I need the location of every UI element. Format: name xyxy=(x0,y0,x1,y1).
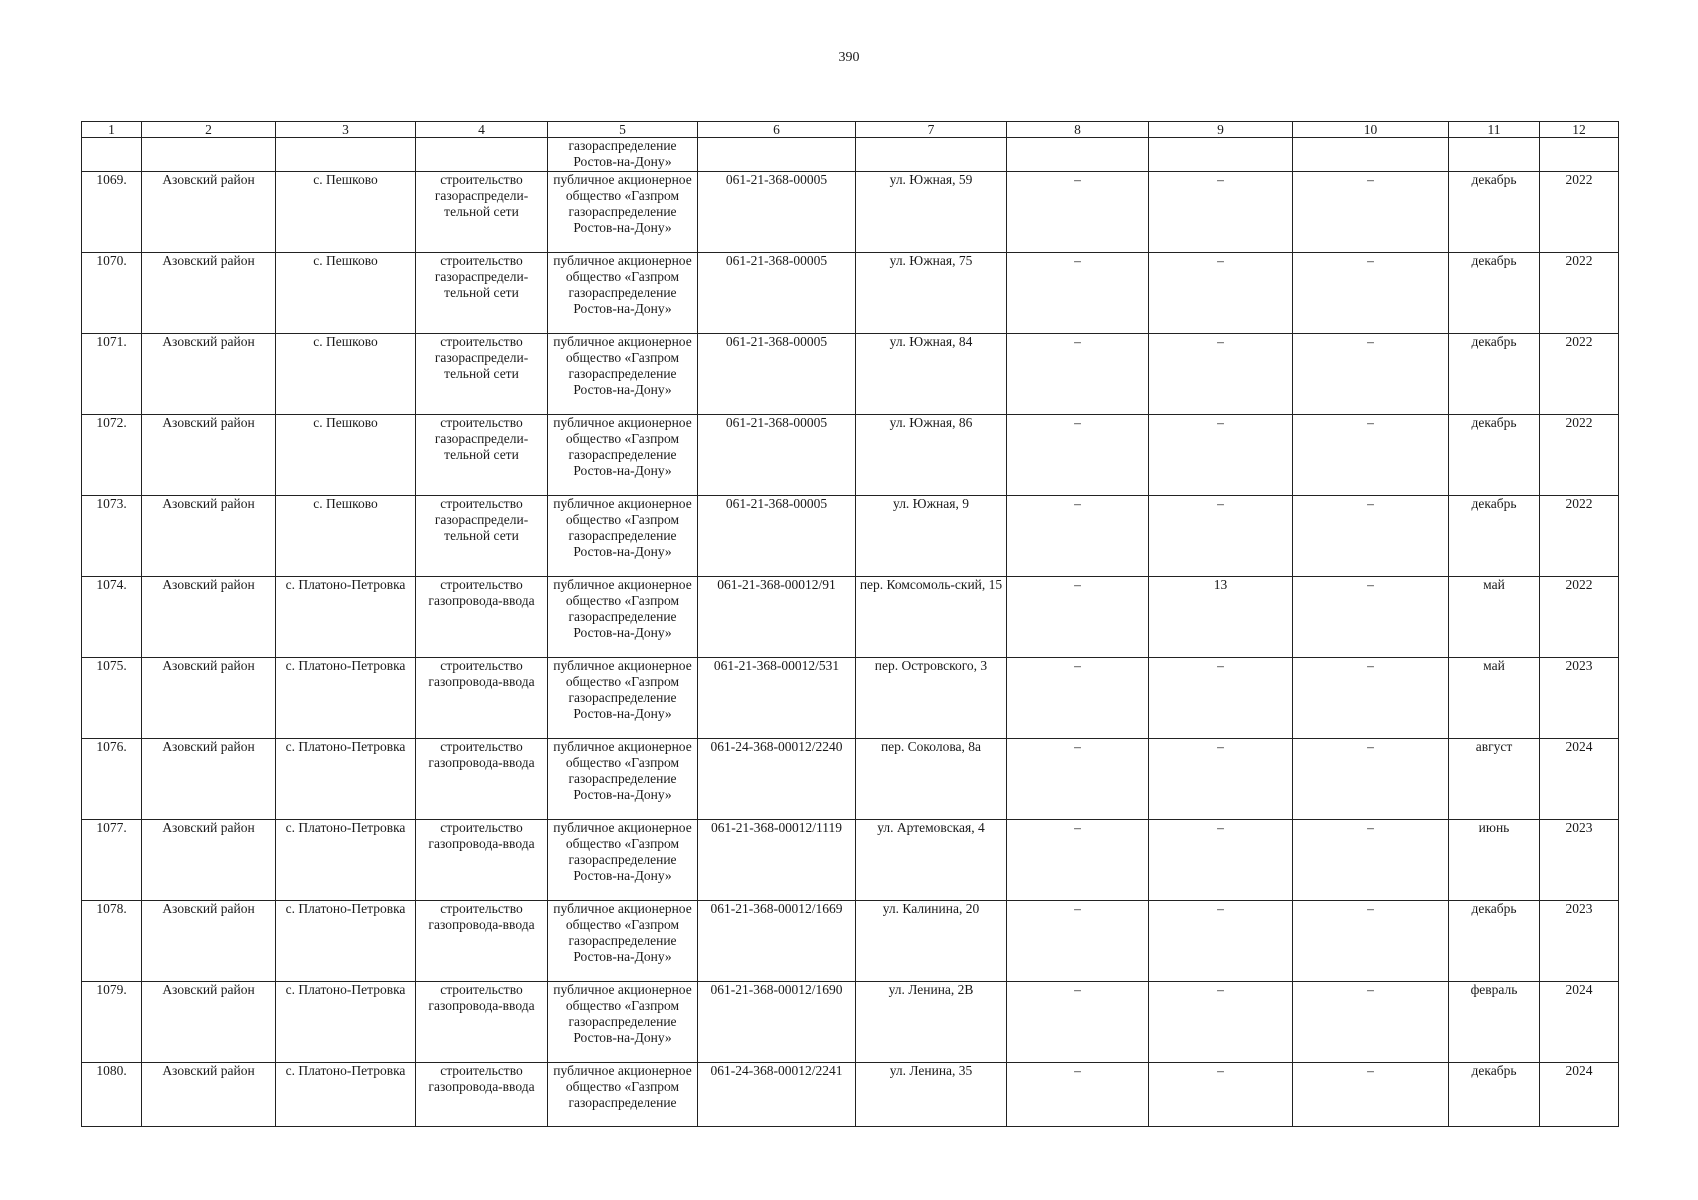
header-cell: 11 xyxy=(1449,122,1540,138)
cell-locality: с. Пешково xyxy=(276,333,416,414)
cell-col10 xyxy=(1293,138,1449,172)
cell-number: 1070. xyxy=(82,252,142,333)
cell-year: 2024 xyxy=(1540,1062,1619,1126)
cell-organization: публичное акционерное общество «Газпром газораспределение Ростов-на-Дону» xyxy=(548,900,698,981)
cell-district: Азовский район xyxy=(142,900,276,981)
cell-code: 061-21-368-00005 xyxy=(698,252,856,333)
table-row xyxy=(82,576,1619,657)
cell-col8: – xyxy=(1007,252,1149,333)
cell-address: пер. Соколова, 8а xyxy=(856,738,1007,819)
cell-locality: с. Платоно-Петровка xyxy=(276,738,416,819)
cell-col9: – xyxy=(1149,981,1293,1062)
cell-locality: с. Пешково xyxy=(276,414,416,495)
cell-col10: – xyxy=(1293,252,1449,333)
cell-locality: с. Платоно-Петровка xyxy=(276,657,416,738)
cell-organization: публичное акционерное общество «Газпром газораспределение Ростов-на-Дону» xyxy=(548,252,698,333)
cell-address: ул. Южная, 84 xyxy=(856,333,1007,414)
cell-work: строительство газопровода-ввода xyxy=(416,900,548,981)
cell-organization: публичное акционерное общество «Газпром газораспределение Ростов-на-Дону» xyxy=(548,657,698,738)
cell-month: февраль xyxy=(1449,981,1540,1062)
cell-locality: с. Платоно-Петровка xyxy=(276,900,416,981)
cell-organization: публичное акционерное общество «Газпром газораспределение Ростов-на-Дону» xyxy=(548,414,698,495)
cell-address: ул. Южная, 86 xyxy=(856,414,1007,495)
header-row xyxy=(82,122,1619,138)
registry-table xyxy=(81,121,1619,1127)
cell-year: 2022 xyxy=(1540,252,1619,333)
cell-col9: – xyxy=(1149,495,1293,576)
cell-col10: – xyxy=(1293,171,1449,252)
table-row xyxy=(82,1062,1619,1126)
table-row xyxy=(82,333,1619,414)
cell-col9: 13 xyxy=(1149,576,1293,657)
cell-number: 1076. xyxy=(82,738,142,819)
cell-organization: публичное акционерное общество «Газпром газораспределение Ростов-на-Дону» xyxy=(548,333,698,414)
cell-code: 061-21-368-00005 xyxy=(698,495,856,576)
cell-code: 061-24-368-00012/2241 xyxy=(698,1062,856,1126)
cell-organization: публичное акционерное общество «Газпром газораспределение Ростов-на-Дону» xyxy=(548,171,698,252)
cell-year: 2024 xyxy=(1540,738,1619,819)
cell-year: 2022 xyxy=(1540,495,1619,576)
cell-col8: – xyxy=(1007,333,1149,414)
cell-district: Азовский район xyxy=(142,171,276,252)
cell-col9: – xyxy=(1149,171,1293,252)
cell-code: 061-21-368-00012/531 xyxy=(698,657,856,738)
table-row xyxy=(82,495,1619,576)
cell-year: 2022 xyxy=(1540,333,1619,414)
cell-district: Азовский район xyxy=(142,414,276,495)
cell-work: строительство газопровода-ввода xyxy=(416,657,548,738)
cell-col8: – xyxy=(1007,657,1149,738)
cell-col8: – xyxy=(1007,1062,1149,1126)
table-row xyxy=(82,171,1619,252)
cell-number: 1073. xyxy=(82,495,142,576)
table-row xyxy=(82,414,1619,495)
cell-organization: газораспределение Ростов-на-Дону» xyxy=(548,138,698,172)
cell-code: 061-21-368-00005 xyxy=(698,414,856,495)
header-cell: 7 xyxy=(856,122,1007,138)
cell-year xyxy=(1540,138,1619,172)
cell-organization: публичное акционерное общество «Газпром газораспределение Ростов-на-Дону» xyxy=(548,819,698,900)
header-cell: 4 xyxy=(416,122,548,138)
cell-col9: – xyxy=(1149,900,1293,981)
cell-address: пер. Островского, 3 xyxy=(856,657,1007,738)
table-row xyxy=(82,657,1619,738)
cell-address: ул. Южная, 75 xyxy=(856,252,1007,333)
cell-col9: – xyxy=(1149,657,1293,738)
cell-work xyxy=(416,138,548,172)
cell-year: 2023 xyxy=(1540,819,1619,900)
cell-number: 1074. xyxy=(82,576,142,657)
cell-col8: – xyxy=(1007,819,1149,900)
header-cell: 6 xyxy=(698,122,856,138)
header-cell: 10 xyxy=(1293,122,1449,138)
header-cell: 3 xyxy=(276,122,416,138)
cell-col9: – xyxy=(1149,1062,1293,1126)
cell-col9: – xyxy=(1149,738,1293,819)
cell-locality: с. Пешково xyxy=(276,171,416,252)
cell-locality xyxy=(276,138,416,172)
cell-locality: с. Платоно-Петровка xyxy=(276,1062,416,1126)
cell-code: 061-21-368-00005 xyxy=(698,333,856,414)
header-cell: 9 xyxy=(1149,122,1293,138)
cell-month: декабрь xyxy=(1449,495,1540,576)
cell-col8: – xyxy=(1007,171,1149,252)
cell-col9 xyxy=(1149,138,1293,172)
cell-locality: с. Пешково xyxy=(276,252,416,333)
cell-col8: – xyxy=(1007,495,1149,576)
continuation-row xyxy=(82,138,1619,172)
cell-col10: – xyxy=(1293,738,1449,819)
cell-work: строительство газопровода-ввода xyxy=(416,1062,548,1126)
header-cell: 5 xyxy=(548,122,698,138)
column-number-header xyxy=(82,122,1619,138)
cell-work: строительство газопровода-ввода xyxy=(416,981,548,1062)
cell-number xyxy=(82,138,142,172)
cell-address xyxy=(856,138,1007,172)
cell-code: 061-21-368-00012/1119 xyxy=(698,819,856,900)
cell-district xyxy=(142,138,276,172)
cell-month: декабрь xyxy=(1449,900,1540,981)
cell-work: строительство газораспредели-тельной сети xyxy=(416,252,548,333)
cell-col10: – xyxy=(1293,414,1449,495)
cell-address: ул. Ленина, 2В xyxy=(856,981,1007,1062)
table-row xyxy=(82,900,1619,981)
cell-month xyxy=(1449,138,1540,172)
cell-organization: публичное акционерное общество «Газпром газораспределение Ростов-на-Дону» xyxy=(548,738,698,819)
cell-code: 061-21-368-00012/1669 xyxy=(698,900,856,981)
cell-col8: – xyxy=(1007,414,1149,495)
header-cell: 8 xyxy=(1007,122,1149,138)
cell-month: декабрь xyxy=(1449,1062,1540,1126)
table-body xyxy=(82,138,1619,1127)
cell-work: строительство газораспредели-тельной сети xyxy=(416,495,548,576)
cell-year: 2023 xyxy=(1540,900,1619,981)
cell-month: май xyxy=(1449,576,1540,657)
cell-year: 2022 xyxy=(1540,414,1619,495)
cell-month: декабрь xyxy=(1449,171,1540,252)
cell-col8: – xyxy=(1007,576,1149,657)
cell-work: строительство газораспредели-тельной сети xyxy=(416,333,548,414)
cell-month: декабрь xyxy=(1449,252,1540,333)
table-row xyxy=(82,981,1619,1062)
cell-district: Азовский район xyxy=(142,819,276,900)
cell-number: 1077. xyxy=(82,819,142,900)
cell-col8: – xyxy=(1007,738,1149,819)
cell-col9: – xyxy=(1149,819,1293,900)
cell-work: строительство газопровода-ввода xyxy=(416,738,548,819)
cell-address: ул. Калинина, 20 xyxy=(856,900,1007,981)
cell-locality: с. Пешково xyxy=(276,495,416,576)
cell-district: Азовский район xyxy=(142,1062,276,1126)
cell-number: 1069. xyxy=(82,171,142,252)
cell-work: строительство газораспредели-тельной сети xyxy=(416,171,548,252)
cell-locality: с. Платоно-Петровка xyxy=(276,981,416,1062)
table-row xyxy=(82,252,1619,333)
cell-col10: – xyxy=(1293,495,1449,576)
cell-address: ул. Артемовская, 4 xyxy=(856,819,1007,900)
cell-address: ул. Ленина, 35 xyxy=(856,1062,1007,1126)
cell-work: строительство газопровода-ввода xyxy=(416,819,548,900)
cell-month: декабрь xyxy=(1449,333,1540,414)
cell-address: ул. Южная, 9 xyxy=(856,495,1007,576)
cell-code: 061-21-368-00012/91 xyxy=(698,576,856,657)
cell-organization: публичное акционерное общество «Газпром газораспределение Ростов-на-Дону» xyxy=(548,576,698,657)
cell-number: 1079. xyxy=(82,981,142,1062)
cell-col9: – xyxy=(1149,414,1293,495)
cell-number: 1071. xyxy=(82,333,142,414)
cell-organization: публичное акционерное общество «Газпром газораспределение Ростов-на-Дону» xyxy=(548,981,698,1062)
header-cell: 1 xyxy=(82,122,142,138)
cell-district: Азовский район xyxy=(142,657,276,738)
cell-year: 2022 xyxy=(1540,576,1619,657)
cell-number: 1078. xyxy=(82,900,142,981)
cell-col8: – xyxy=(1007,981,1149,1062)
cell-col10: – xyxy=(1293,333,1449,414)
cell-col8 xyxy=(1007,138,1149,172)
table-row xyxy=(82,738,1619,819)
cell-work: строительство газопровода-ввода xyxy=(416,576,548,657)
cell-address: пер. Комсомоль-ский, 15 xyxy=(856,576,1007,657)
cell-col10: – xyxy=(1293,1062,1449,1126)
cell-col10: – xyxy=(1293,900,1449,981)
cell-district: Азовский район xyxy=(142,252,276,333)
table-row xyxy=(82,819,1619,900)
cell-month: июнь xyxy=(1449,819,1540,900)
page-number: 390 xyxy=(838,50,860,65)
cell-district: Азовский район xyxy=(142,738,276,819)
cell-code: 061-21-368-00012/1690 xyxy=(698,981,856,1062)
cell-district: Азовский район xyxy=(142,333,276,414)
cell-number: 1075. xyxy=(82,657,142,738)
cell-col10: – xyxy=(1293,576,1449,657)
cell-district: Азовский район xyxy=(142,495,276,576)
cell-district: Азовский район xyxy=(142,576,276,657)
cell-locality: с. Платоно-Петровка xyxy=(276,576,416,657)
cell-work: строительство газораспредели-тельной сети xyxy=(416,414,548,495)
cell-address: ул. Южная, 59 xyxy=(856,171,1007,252)
cell-year: 2023 xyxy=(1540,657,1619,738)
cell-col10: – xyxy=(1293,819,1449,900)
cell-month: май xyxy=(1449,657,1540,738)
cell-col10: – xyxy=(1293,981,1449,1062)
cell-year: 2024 xyxy=(1540,981,1619,1062)
cell-number: 1072. xyxy=(82,414,142,495)
cell-organization: публичное акционерное общество «Газпром газораспределение Ростов-на-Дону» xyxy=(548,495,698,576)
cell-code xyxy=(698,138,856,172)
cell-year: 2022 xyxy=(1540,171,1619,252)
header-cell: 12 xyxy=(1540,122,1619,138)
cell-code: 061-21-368-00005 xyxy=(698,171,856,252)
cell-organization: публичное акционерное общество «Газпром газораспределение xyxy=(548,1062,698,1126)
cell-month: декабрь xyxy=(1449,414,1540,495)
cell-number: 1080. xyxy=(82,1062,142,1126)
cell-locality: с. Платоно-Петровка xyxy=(276,819,416,900)
cell-col9: – xyxy=(1149,252,1293,333)
header-cell: 2 xyxy=(142,122,276,138)
cell-month: август xyxy=(1449,738,1540,819)
cell-col10: – xyxy=(1293,657,1449,738)
cell-district: Азовский район xyxy=(142,981,276,1062)
cell-col8: – xyxy=(1007,900,1149,981)
cell-col9: – xyxy=(1149,333,1293,414)
cell-code: 061-24-368-00012/2240 xyxy=(698,738,856,819)
